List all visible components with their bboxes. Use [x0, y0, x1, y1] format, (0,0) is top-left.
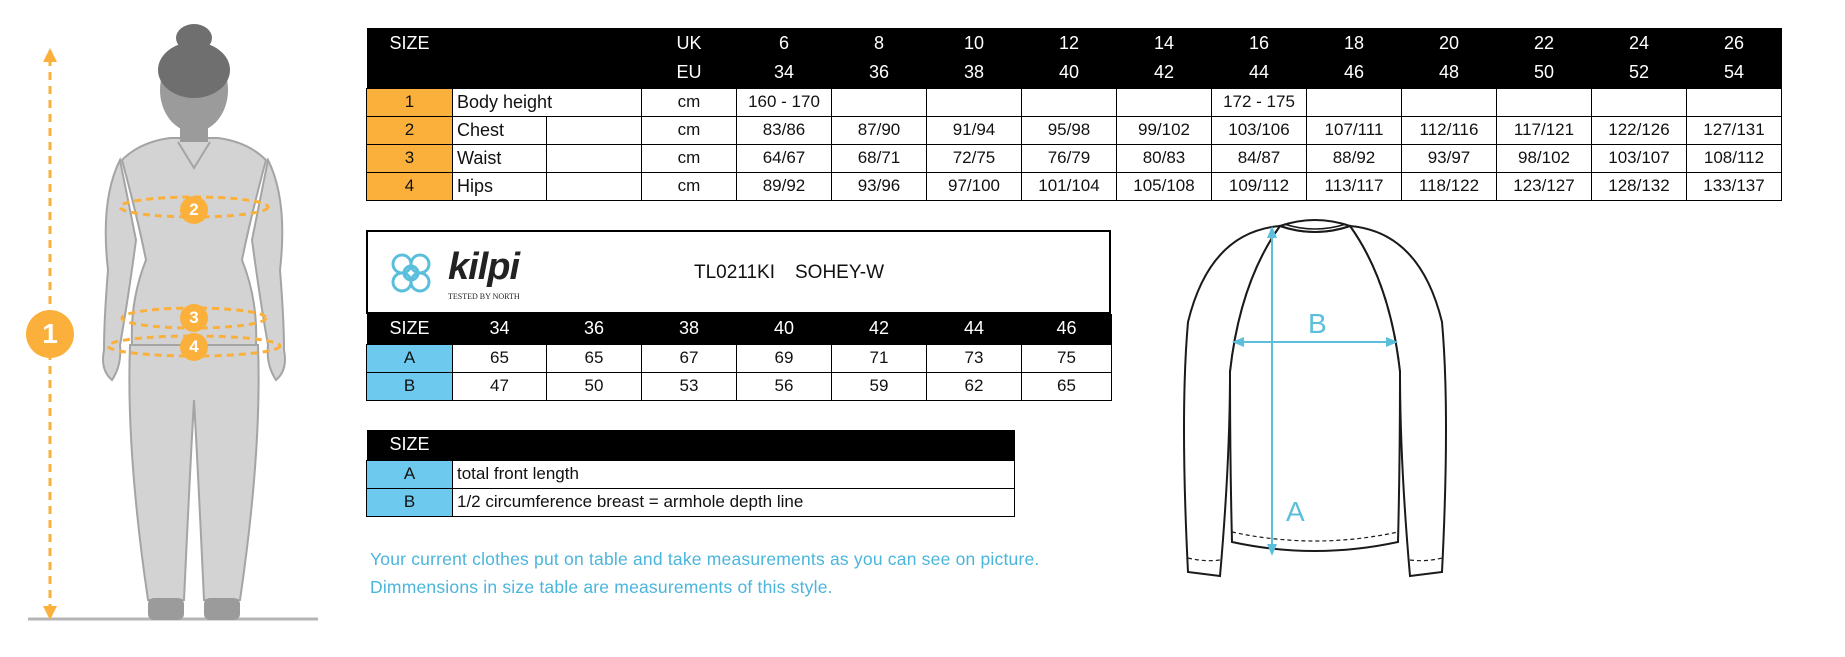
table-cell: 65 — [453, 344, 547, 372]
table-cell: 91/94 — [927, 116, 1022, 144]
eu-size: 38 — [927, 58, 1022, 88]
kilpi-knot-icon — [382, 250, 442, 298]
legend-text: total front length — [453, 460, 1015, 488]
table-cell: 56 — [737, 372, 832, 400]
eu-size: 46 — [1307, 58, 1402, 88]
table-cell: 53 — [642, 372, 737, 400]
table-cell: 122/126 — [1592, 116, 1687, 144]
eu-size: 44 — [1212, 58, 1307, 88]
style-size: 40 — [737, 314, 832, 344]
row-unit: cm — [642, 144, 737, 172]
marker-1 — [26, 310, 74, 358]
size-header: SIZE — [367, 314, 453, 344]
table-cell: 62 — [927, 372, 1022, 400]
eu-size: 48 — [1402, 58, 1497, 88]
instruction-note: Your current clothes put on table and take measurements as you can see on picture. — [370, 549, 1040, 569]
brand-tagline: TESTED BY NORTH — [448, 292, 520, 301]
row-unit: cm — [642, 172, 737, 200]
table-cell: 65 — [547, 344, 642, 372]
table-cell: 71 — [832, 344, 927, 372]
uk-size: 18 — [1307, 28, 1402, 58]
uk-size: 12 — [1022, 28, 1117, 58]
style-size: 42 — [832, 314, 927, 344]
table-cell: 123/127 — [1497, 172, 1592, 200]
marker-2 — [180, 196, 208, 224]
row-label: B — [367, 488, 453, 516]
measure-label-a: A — [1286, 496, 1305, 527]
table-cell: 72/75 — [927, 144, 1022, 172]
style-size: 46 — [1022, 314, 1112, 344]
table-row-b — [367, 372, 1112, 400]
table-cell: 64/67 — [737, 144, 832, 172]
table-cell: 98/102 — [1497, 144, 1592, 172]
table-cell: 128/132 — [1592, 172, 1687, 200]
table-cell: 103/107 — [1592, 144, 1687, 172]
height-range: 160 - 170 — [737, 88, 832, 116]
uk-label: UK — [642, 28, 737, 58]
table-row-hips — [367, 172, 1782, 200]
uk-size: 8 — [832, 28, 927, 58]
table-cell: 118/122 — [1402, 172, 1497, 200]
product-code: TL0211KI — [694, 262, 775, 283]
legend-row-a — [367, 460, 1015, 488]
marker-3 — [180, 304, 208, 332]
brand-logo: kilpi — [448, 246, 520, 288]
table-cell: 105/108 — [1117, 172, 1212, 200]
size-header: SIZE — [367, 430, 453, 460]
table-row-chest — [367, 116, 1782, 144]
uk-size: 6 — [737, 28, 832, 58]
eu-size: 50 — [1497, 58, 1592, 88]
table-cell: 75 — [1022, 344, 1112, 372]
row-label: Hips — [453, 172, 547, 200]
table-cell: 83/86 — [737, 116, 832, 144]
style-size: 34 — [453, 314, 547, 344]
table-cell: 68/71 — [832, 144, 927, 172]
table-cell: 73 — [927, 344, 1022, 372]
uk-size: 20 — [1402, 28, 1497, 58]
instruction-note: Dimmensions in size table are measurements of this style. — [370, 577, 833, 597]
uk-size: 26 — [1687, 28, 1782, 58]
marker-1-label: 1 — [42, 318, 58, 349]
table-cell: 103/106 — [1212, 116, 1307, 144]
table-cell: 69 — [737, 344, 832, 372]
eu-label: EU — [642, 58, 737, 88]
row-number: 2 — [367, 116, 453, 144]
height-range: 172 - 175 — [1212, 88, 1307, 116]
table-cell: 84/87 — [1212, 144, 1307, 172]
table-cell: 93/97 — [1402, 144, 1497, 172]
row-label: Body height — [453, 88, 642, 116]
eu-size: 42 — [1117, 58, 1212, 88]
table-row-a — [367, 344, 1112, 372]
table-cell: 89/92 — [737, 172, 832, 200]
table-cell: 87/90 — [832, 116, 927, 144]
uk-size: 24 — [1592, 28, 1687, 58]
measure-label-b: B — [1308, 308, 1327, 339]
marker-4 — [180, 333, 208, 361]
eu-size: 34 — [737, 58, 832, 88]
product-header — [366, 230, 1111, 314]
table-cell: 117/121 — [1497, 116, 1592, 144]
table-cell: 59 — [832, 372, 927, 400]
table-row-body-height — [367, 88, 1782, 116]
table-cell: 99/102 — [1117, 116, 1212, 144]
table-cell: 97/100 — [927, 172, 1022, 200]
table-cell: 108/112 — [1687, 144, 1782, 172]
row-number: 4 — [367, 172, 453, 200]
table-cell: 101/104 — [1022, 172, 1117, 200]
table-cell: 47 — [453, 372, 547, 400]
table-cell: 127/131 — [1687, 116, 1782, 144]
body-size-table — [366, 28, 1782, 201]
table-cell: 109/112 — [1212, 172, 1307, 200]
uk-size: 10 — [927, 28, 1022, 58]
legend-text: 1/2 circumference breast = armhole depth line — [453, 488, 1015, 516]
style-size: 44 — [927, 314, 1022, 344]
table-cell: 50 — [547, 372, 642, 400]
eu-size: 40 — [1022, 58, 1117, 88]
marker-3-label: 3 — [189, 308, 199, 327]
uk-size: 16 — [1212, 28, 1307, 58]
table-cell: 113/117 — [1307, 172, 1402, 200]
marker-4-label: 4 — [189, 337, 199, 356]
table-cell: 107/111 — [1307, 116, 1402, 144]
table-cell: 80/83 — [1117, 144, 1212, 172]
row-label: Waist — [453, 144, 547, 172]
table-cell: 95/98 — [1022, 116, 1117, 144]
eu-size: 52 — [1592, 58, 1687, 88]
row-label: A — [367, 460, 453, 488]
uk-size: 22 — [1497, 28, 1592, 58]
table-row-waist — [367, 144, 1782, 172]
row-label: B — [367, 372, 453, 400]
measurement-legend-table — [366, 430, 1015, 517]
row-label: A — [367, 344, 453, 372]
row-unit: cm — [642, 88, 737, 116]
uk-size: 14 — [1117, 28, 1212, 58]
style-measurement-table — [366, 314, 1112, 401]
eu-size: 36 — [832, 58, 927, 88]
row-number: 3 — [367, 144, 453, 172]
row-unit: cm — [642, 116, 737, 144]
legend-row-b — [367, 488, 1015, 516]
style-size: 38 — [642, 314, 737, 344]
table-cell: 88/92 — [1307, 144, 1402, 172]
table-cell: 112/116 — [1402, 116, 1497, 144]
row-number: 1 — [367, 88, 453, 116]
table-cell: 65 — [1022, 372, 1112, 400]
shirt-drawing — [1180, 212, 1450, 582]
marker-2-label: 2 — [189, 200, 199, 219]
table-cell: 93/96 — [832, 172, 927, 200]
product-name: SOHEY-W — [795, 262, 885, 283]
row-label: Chest — [453, 116, 547, 144]
eu-size: 54 — [1687, 58, 1782, 88]
style-size: 36 — [547, 314, 642, 344]
size-header: SIZE — [367, 28, 453, 58]
table-cell: 67 — [642, 344, 737, 372]
table-cell: 76/79 — [1022, 144, 1117, 172]
table-cell: 133/137 — [1687, 172, 1782, 200]
